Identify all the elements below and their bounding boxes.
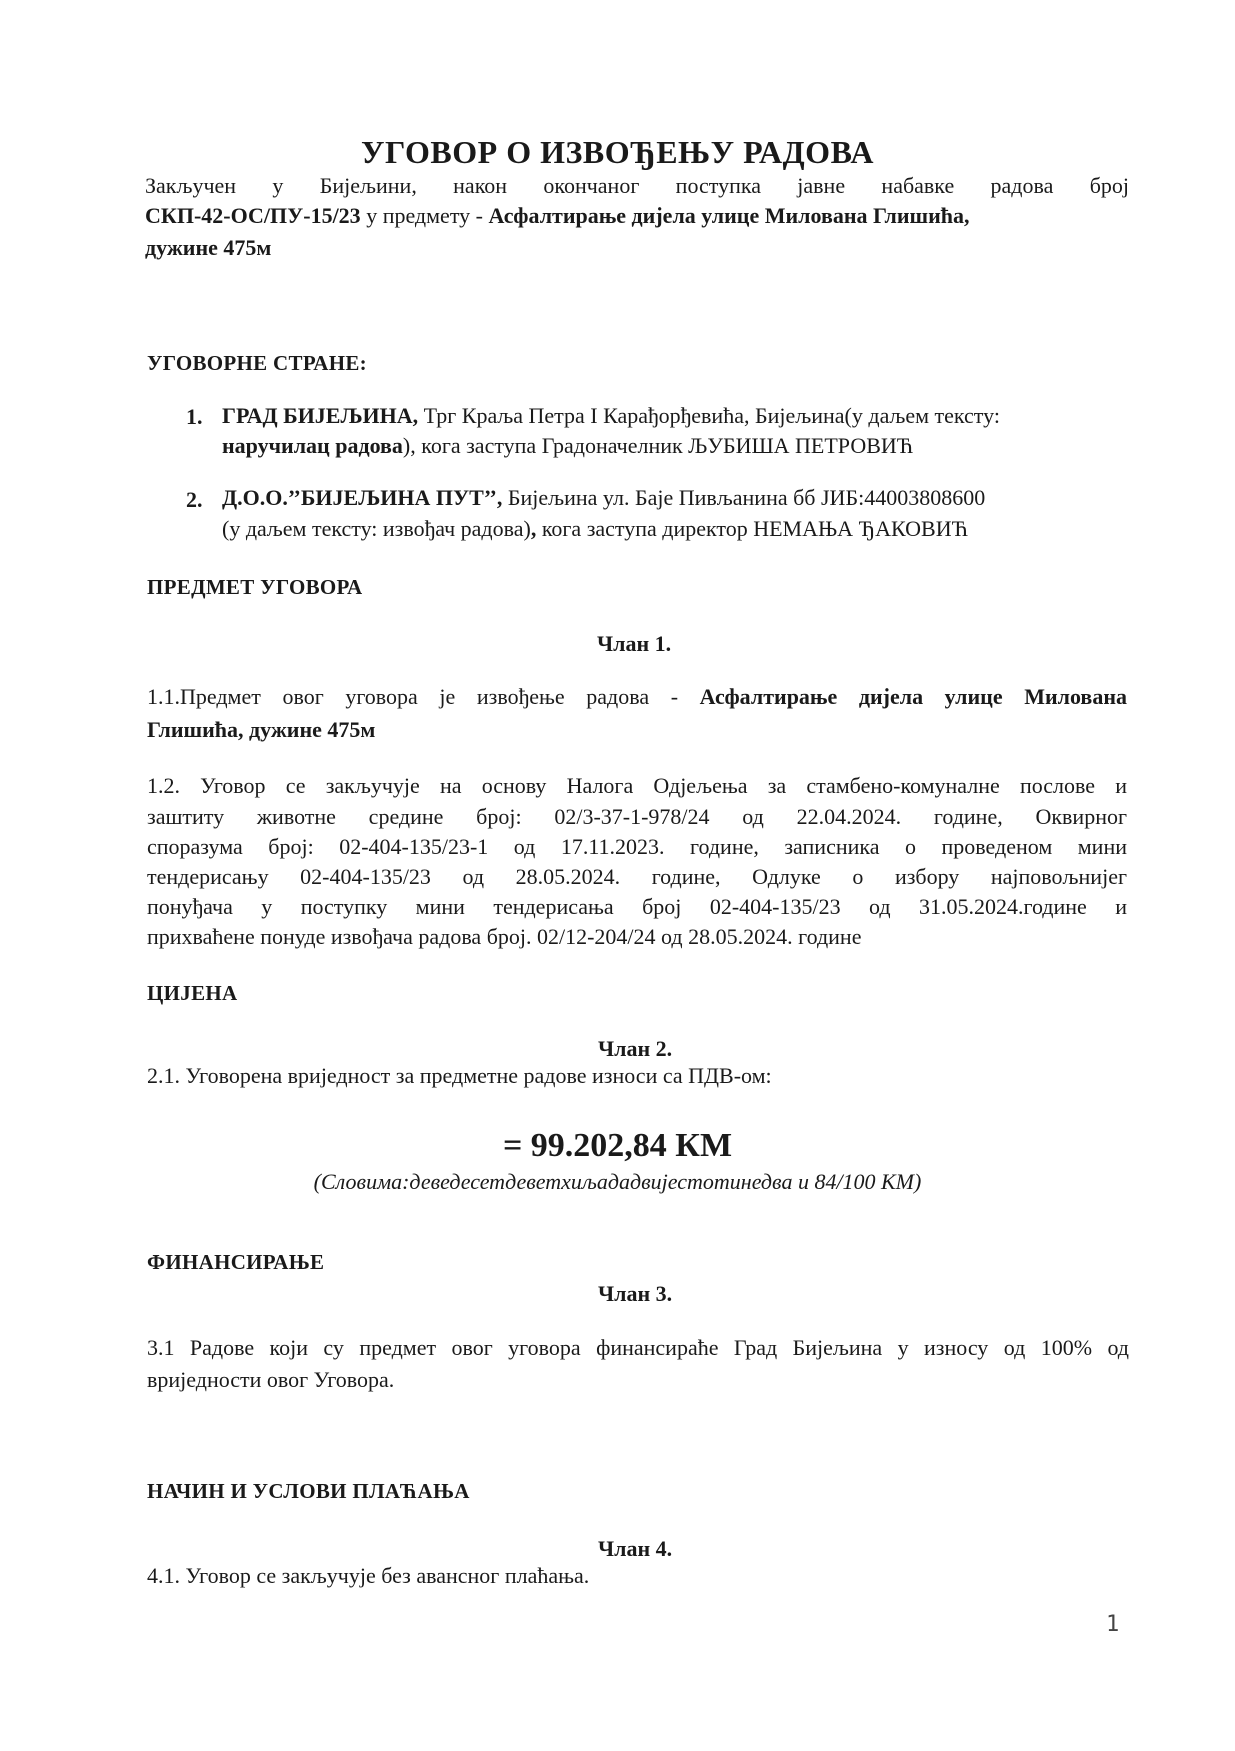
intro-line-2 (145, 202, 970, 230)
clause-1-2-line-1: 1.2. Уговор се закључује на основу Налога Одјељења за стамбено-комуналне послове и (147, 773, 1127, 798)
clause-3-1-line-1: 3.1 Радове који су предмет овог уговора финансираће Град Бијељина у износу од 100% од (147, 1335, 1129, 1360)
party-2-role: (у даљем тексту: извођач радова) (222, 516, 531, 541)
article-4-heading: Члан 4. (598, 1536, 673, 1561)
subject-heading: ПРЕДМЕТ УГОВОРА (147, 575, 363, 599)
contract-amount: = 99.202,84 КМ (502, 1127, 733, 1164)
clause-1-2-line-4: тендерисању 02-404-135/23 од 28.05.2024. године, Одлуке о избору најповољнијег (147, 864, 1127, 889)
party-2-name: Д.О.О.’’БИЈЕЉИНА ПУТ’’, (222, 485, 503, 510)
party-1-address: Трг Краља Петра I Карађорђевића, Бијељина(у даљем тексту: (418, 403, 1000, 428)
subject-title: Асфалтирање дијела улице Милована Глишића, (488, 203, 970, 228)
article-1-heading: Члан 1. (597, 631, 672, 656)
clause-1-2-line-3: споразума број: 02-404-135/23-1 од 17.11.2023. године, записника о проведеном мини (147, 834, 1127, 859)
clause-1-1-line-2: Глишића, дужине 475м (147, 717, 376, 742)
payment-heading: НАЧИН И УСЛОВИ ПЛАЋАЊА (147, 1479, 470, 1503)
clause-1-2-line-5: понуђача у поступку мини тендерисања број 02-404-135/23 од 31.05.2024.године и (147, 894, 1127, 919)
clause-1-1-subject: Асфалтирање дијела улице Милована (699, 684, 1127, 709)
party-1-line-2 (222, 432, 913, 460)
price-heading: ЦИЈЕНА (147, 981, 238, 1005)
party-2-line-1 (222, 484, 985, 512)
document-title: УГОВОР О ИЗВОЂЕЊУ РАДОВА (360, 134, 874, 170)
intro-connector: у предмету - (360, 203, 489, 228)
party-1-name: ГРАД БИЈЕЉИНА, (222, 403, 419, 428)
party-1-line-1 (222, 402, 1000, 430)
page-number: 1 (1106, 1612, 1120, 1637)
party-2-line-2 (222, 515, 968, 543)
article-3-heading: Члан 3. (598, 1281, 673, 1306)
procurement-number: СКП-42-ОС/ПУ-15/23 (145, 203, 361, 228)
intro-line-1: Закључен у Бијељини, након окончаног поступка јавне набавке радова број (145, 173, 1129, 198)
clause-3-1-line-2: вриједности овог Уговора. (147, 1367, 395, 1392)
clause-1-2-line-2: заштиту животне средине број: 02/3-37-1-978/24 од 22.04.2024. године, Оквирног (147, 804, 1127, 829)
party-2-comma: , (530, 516, 537, 541)
party-1-number: 1. (186, 404, 203, 429)
clause-1-1-line-1 (147, 683, 1127, 711)
party-2-number: 2. (186, 487, 203, 512)
subject-length: дужине 475м (145, 235, 272, 260)
party-2-address: Бијељина ул. Баје Пивљанина бб ЈИБ:44003808600 (502, 485, 986, 510)
clause-2-1: 2.1. Уговорена вриједност за предметне радове износи са ПДВ-ом: (147, 1063, 772, 1088)
clause-1-1-text: 1.1.Предмет овог уговора је извођење радова - (147, 684, 700, 709)
party-2-representative: кога заступа директор НЕМАЊА ЂАКОВИЋ (536, 516, 968, 541)
amount-in-words: (Словима:деведесетдеветхиљададвијестотинедва и 84/100 КМ) (313, 1169, 922, 1194)
parties-heading: УГОВОРНЕ СТРАНЕ: (147, 351, 367, 375)
article-2-heading: Члан 2. (598, 1036, 673, 1061)
financing-heading: ФИНАНСИРАЊЕ (147, 1250, 325, 1274)
party-1-representative: ), кога заступа Градоначелник ЉУБИША ПЕТРОВИЋ (402, 433, 914, 458)
clause-1-2-line-6: прихваћене понуде извођача радова број. 02/12-204/24 од 28.05.2024. године (147, 924, 862, 949)
clause-4-1: 4.1. Уговор се закључује без авансног плаћања. (147, 1563, 590, 1588)
party-1-role: наручилац радова (222, 433, 403, 458)
